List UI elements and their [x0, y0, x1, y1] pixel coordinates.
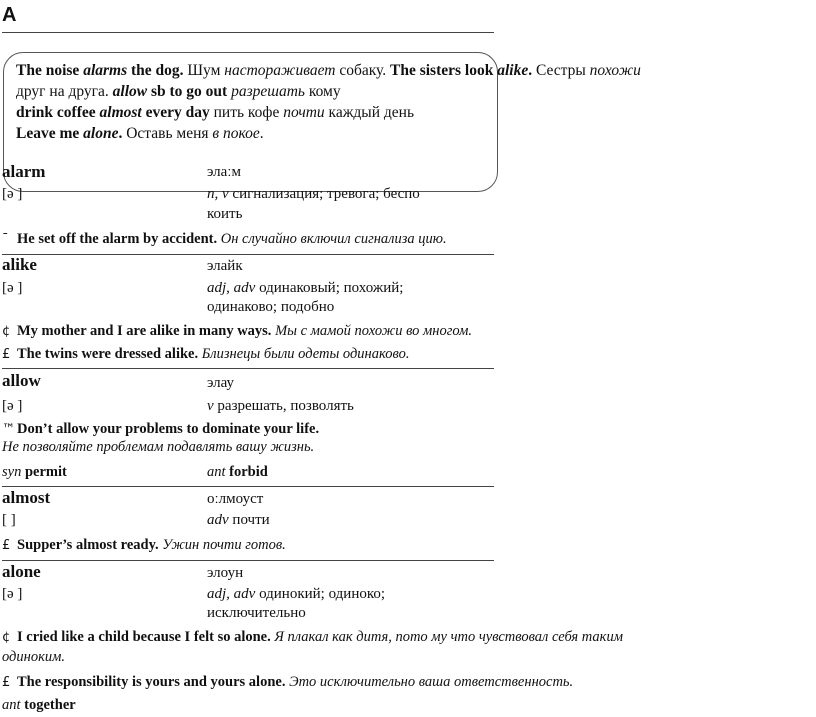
headword-alarm: alarm	[2, 162, 46, 181]
pronunciation-almost: [ ]	[2, 512, 16, 528]
example-alike-2: £ The twins were dressed alike. Близнецы были одеты одинаково.	[2, 346, 410, 362]
definition-alike: adj, adv одинаковый; похожий;	[207, 280, 404, 296]
example-almost-1: £ Supper’s almost ready. Ужин почти готов.	[2, 537, 286, 553]
antonym-allow: ant forbid	[207, 464, 268, 480]
intro-line-1: The noise alarms the dog. Шум настораживает собаку. The sisters look alike. Сестры похожи	[16, 62, 641, 79]
entry-divider	[2, 368, 494, 369]
example-alone-2: £ The responsibility is yours and yours alone. Это исключительно ваша ответственность.	[2, 674, 574, 690]
pronunciation-alike: [ə ]	[2, 280, 23, 296]
intro-line-2: друг на друга. allow sb to go out разрешать кому	[16, 83, 341, 100]
headword-almost: almost	[2, 488, 51, 507]
pronunciation-allow: [ə ]	[2, 398, 23, 414]
definition-alike-cont: одинаково; подобно	[207, 299, 335, 315]
entry-divider	[2, 486, 494, 487]
example-alarm-1: ˉ He set off the alarm by accident. Он случайно включил сигнализа цию.	[2, 231, 447, 247]
definition-alone-cont: исключительно	[207, 605, 306, 621]
example-alone-1-cont: одиноким.	[2, 649, 65, 665]
headword-alone: alone	[2, 562, 41, 581]
bullet-icon: ¢	[2, 324, 11, 339]
example-allow-1: ™ Don’t allow your problems to dominate your life.	[2, 421, 320, 437]
definition-alarm: n, v сигнализация; тревога; беспо	[207, 186, 420, 202]
example-allow-1-translation: Не позволяйте проблемам подавлять вашу жизнь.	[2, 439, 315, 455]
transliteration-allow: элау	[207, 375, 235, 391]
definition-allow: v разрешать, позволять	[207, 398, 354, 414]
entry-divider	[2, 560, 494, 561]
definition-almost: adv почти	[207, 512, 270, 528]
definition-alarm-cont: коить	[207, 206, 243, 222]
pronunciation-alone: [ə ]	[2, 586, 23, 602]
headword-allow: allow	[2, 371, 41, 390]
bullet-icon: £	[2, 538, 11, 553]
transliteration-alike: элайк	[207, 258, 243, 274]
antonym-alone: ant together	[2, 697, 76, 713]
bullet-icon: £	[2, 347, 11, 362]
headword-alike: alike	[2, 255, 37, 274]
transliteration-alone: элоун	[207, 565, 244, 581]
pronunciation-alarm: [ə ]	[2, 186, 23, 202]
example-alike-1: ¢ My mother and I are alike in many ways. Мы с мамой похожи во многом.	[2, 323, 472, 339]
section-letter: A	[2, 4, 17, 26]
entry-divider	[2, 254, 494, 255]
bullet-icon: ¢	[2, 630, 11, 645]
intro-line-4: Leave me alone. Оставь меня в покое.	[16, 125, 264, 142]
transliteration-alarm: элаːм	[207, 164, 241, 180]
synonym-allow: syn permit	[2, 464, 67, 480]
definition-alone: adj, adv одинокий; одиноко;	[207, 586, 386, 602]
transliteration-almost: оːлмоуст	[207, 491, 264, 507]
bullet-icon: £	[2, 675, 11, 690]
bullet-icon: ˉ	[2, 232, 9, 247]
header-divider	[2, 32, 494, 33]
intro-line-3: drink coffee almost every day пить кофе почти каждый день	[16, 104, 415, 121]
example-alone-1: ¢ I cried like a child because I felt so alone. Я плакал как дитя, пото му что чувствовал себя таким	[2, 629, 623, 645]
bullet-icon: ™	[2, 422, 15, 437]
